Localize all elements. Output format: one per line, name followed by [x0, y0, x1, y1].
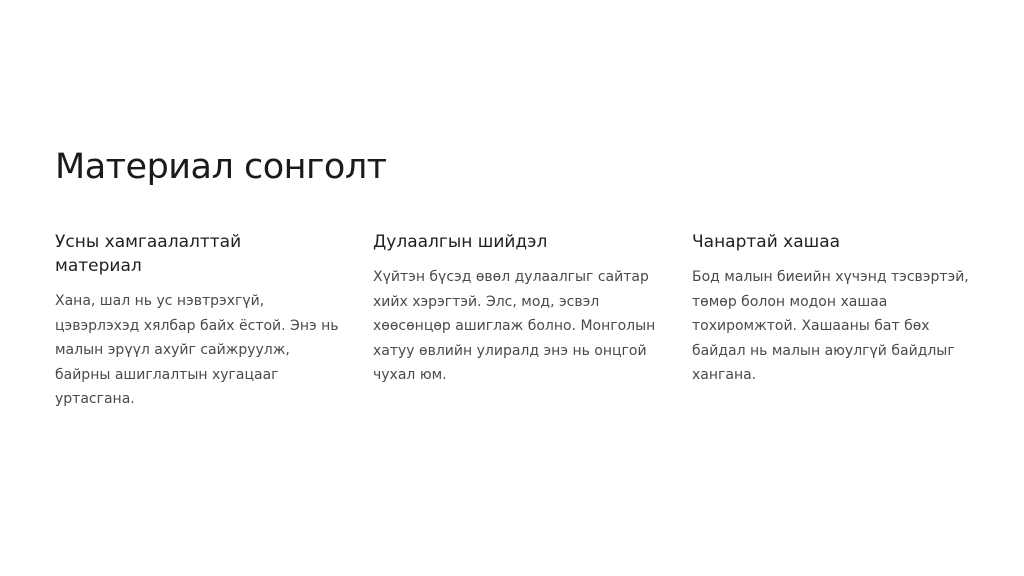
column-water-resistant-material	[55, 230, 345, 412]
column-insulation-solution	[373, 230, 663, 388]
slide-title: Материал сонголт	[55, 147, 387, 187]
column-body: Хүйтэн бүсэд өвөл дулаалгыг сайтар хийх хэрэгтэй. Элс, мод, эсвэл хөөсөнцөр ашиглаж болно. Монголын хатуу өвлийн улиралд энэ нь онцгой чухал юм.	[373, 269, 656, 383]
column-body: Бод малын биеийн хүчэнд тэсвэртэй, төмөр болон модон хашаа тохиромжтой. Хашааны бат бөх байдал нь малын аюулгүй байдлыг хангана.	[692, 269, 969, 383]
column-heading: Чанартай хашаа	[692, 232, 841, 252]
column-heading: Дулаалгын шийдэл	[373, 232, 548, 252]
column-heading: Усны хамгаалалттай материал	[55, 232, 242, 276]
column-quality-fence	[692, 230, 982, 388]
column-body: Хана, шал нь ус нэвтрэхгүй, цэвэрлэхэд хялбар байх ёстой. Энэ нь малын эрүүл ахуйг сайжруулж, байрны ашиглалтын хугацааг уртасгана.	[55, 293, 339, 407]
